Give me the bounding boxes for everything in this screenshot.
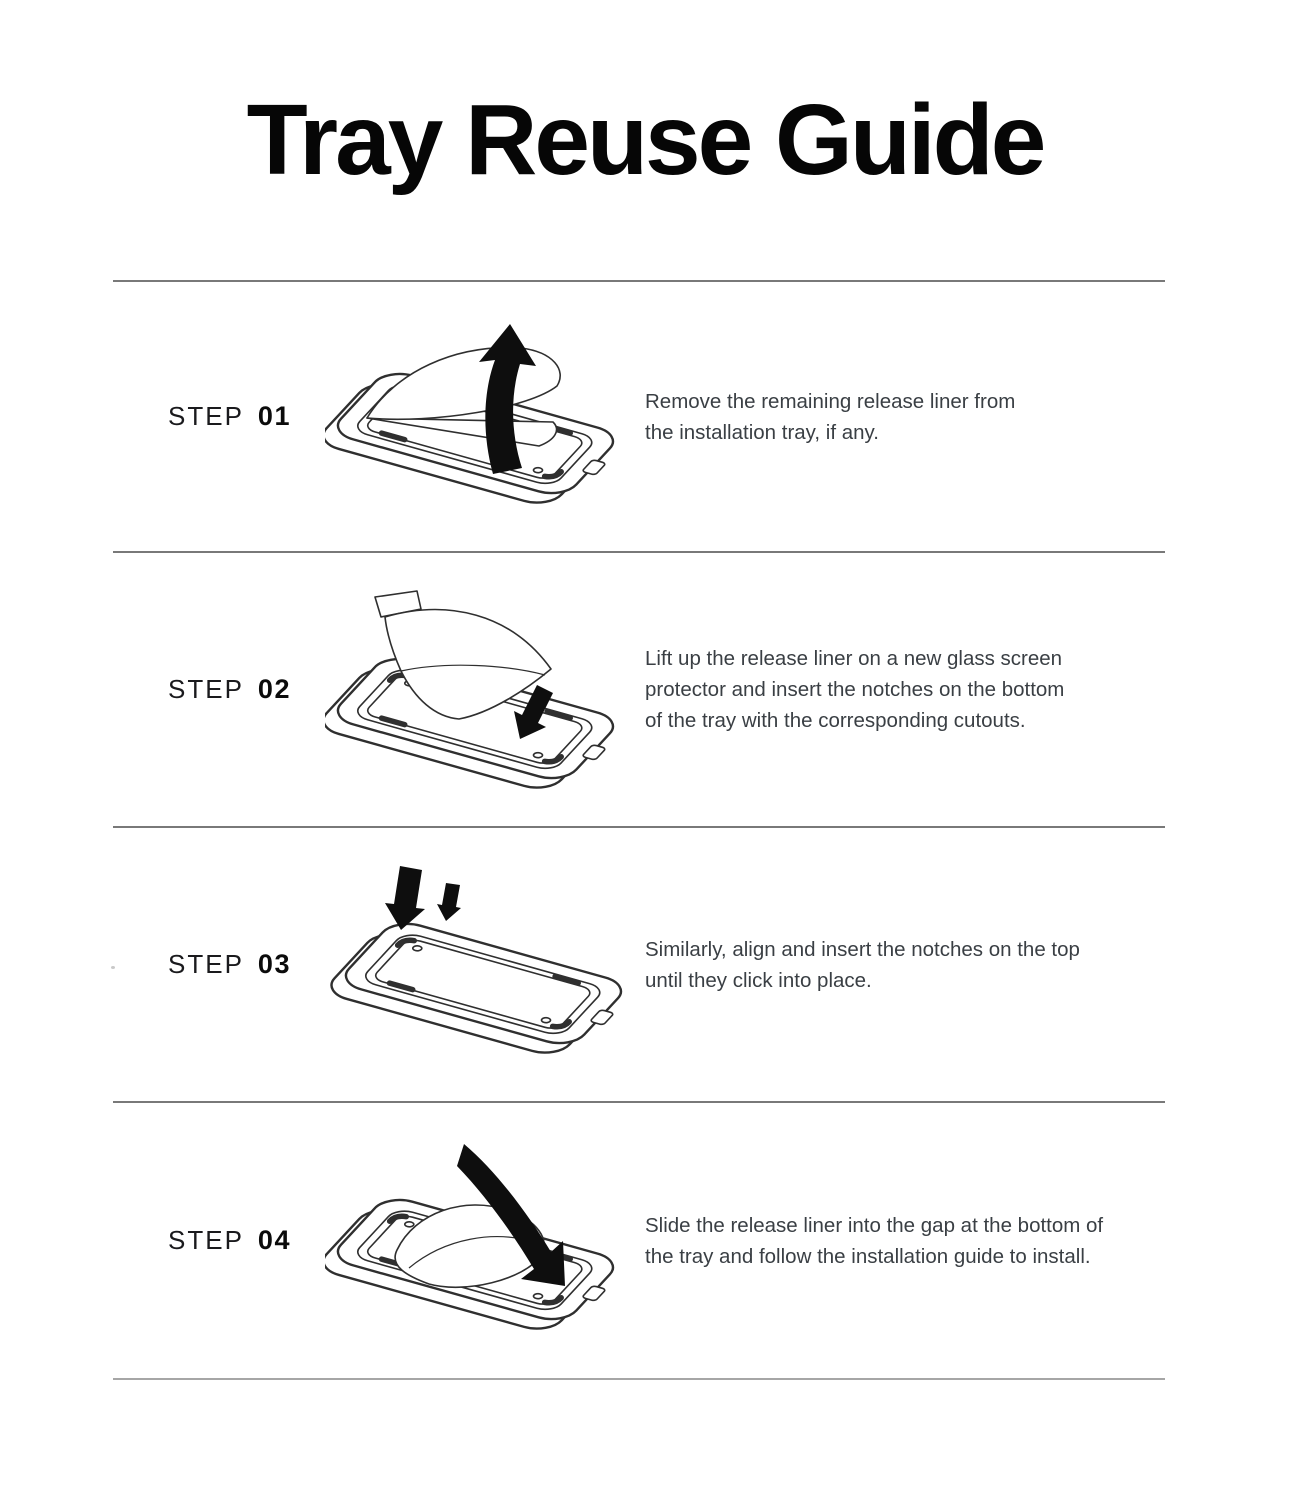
- align-top-notches-illustration: [325, 862, 625, 1067]
- step-label-01: [0, 401, 325, 432]
- description-line: Lift up the release liner on a new glass screen: [645, 647, 1063, 670]
- step-section-04: [0, 1103, 1290, 1378]
- description-line: Remove the remaining release liner from: [645, 389, 1016, 413]
- tray-liner-peel-illustration: [325, 314, 625, 519]
- description-line: the installation tray, if any.: [645, 420, 879, 444]
- title-block: [0, 0, 1290, 280]
- liner-insert-bottom-illustration: [325, 587, 625, 792]
- illustration-step-02: [325, 587, 625, 792]
- press-down-arrow-small-icon: [437, 883, 461, 921]
- step-description-01: [625, 386, 1290, 448]
- step-word: STEP: [168, 401, 244, 431]
- step-description-03: [625, 934, 1290, 996]
- step-number: 01: [257, 401, 291, 431]
- step-word: STEP: [168, 674, 244, 704]
- press-down-arrow-large-icon: [385, 866, 425, 930]
- step-section-01: [0, 282, 1290, 551]
- step-word: STEP: [168, 1225, 244, 1255]
- step-number: 04: [257, 1225, 291, 1255]
- step-description-02: [625, 643, 1290, 736]
- illustration-step-01: [325, 314, 625, 519]
- step-number: 03: [257, 949, 291, 979]
- step-label-04: [0, 1225, 325, 1256]
- section-divider-5: [113, 1378, 1165, 1380]
- slide-liner-into-gap-illustration: [325, 1138, 625, 1343]
- description-line: of the tray with the corresponding cutouts.: [645, 709, 1026, 732]
- description-line: Slide the release liner into the gap at the bottom of: [645, 1213, 1104, 1237]
- step-description-04: [625, 1210, 1290, 1272]
- description-line: until they click into place.: [645, 968, 872, 992]
- page-title: Tray Reuse Guide: [246, 83, 1044, 196]
- illustration-step-03: [325, 862, 625, 1067]
- step-section-02: [0, 553, 1290, 826]
- step-label-02: [0, 674, 325, 705]
- step-label-03: [0, 949, 325, 980]
- stray-print-mark: [111, 966, 115, 969]
- step-word: STEP: [168, 949, 244, 979]
- description-line: Similarly, align and insert the notches on the top: [645, 937, 1080, 961]
- installation-tray-graphic: [325, 917, 625, 1061]
- description-line: the tray and follow the installation guide to install.: [645, 1244, 1091, 1268]
- step-number: 02: [257, 674, 291, 704]
- description-line: protector and insert the notches on the bottom: [645, 678, 1065, 701]
- step-section-03: [0, 828, 1290, 1101]
- illustration-step-04: [325, 1138, 625, 1343]
